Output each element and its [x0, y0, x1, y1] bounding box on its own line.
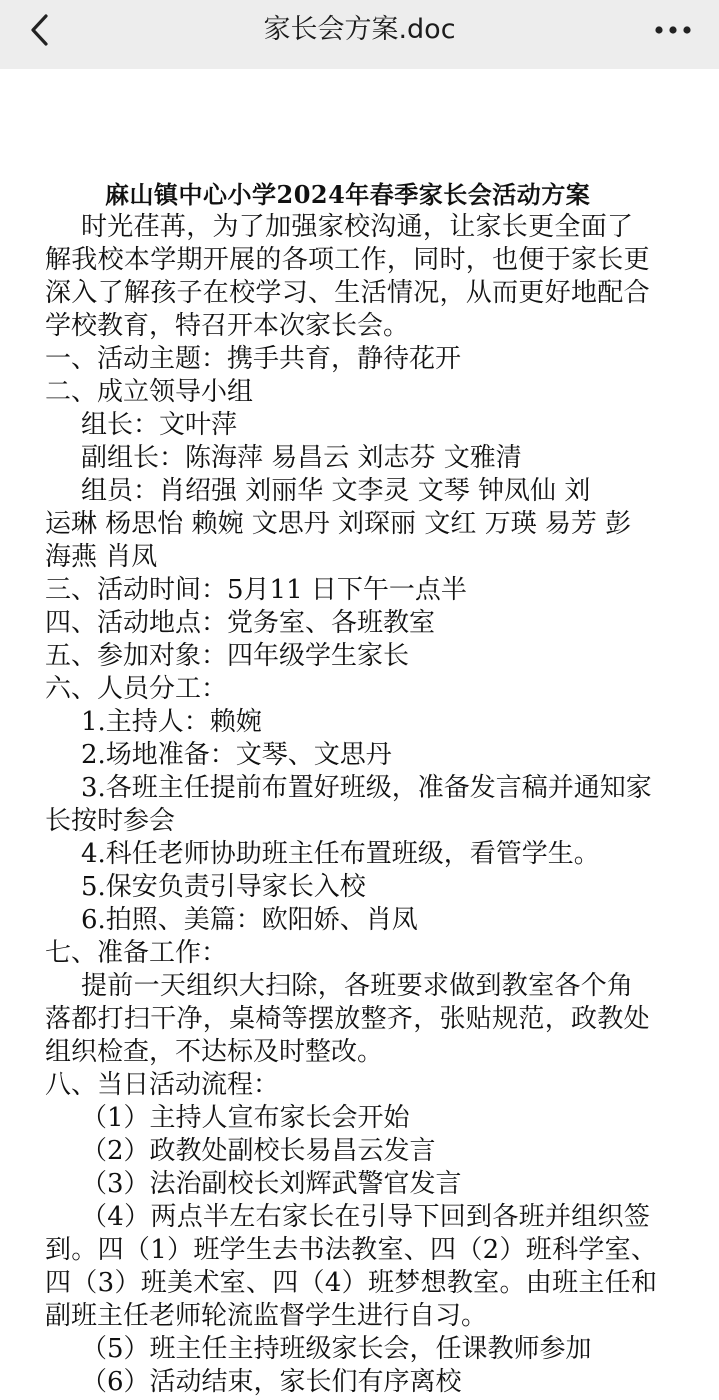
- paragraph-line: 时光荏苒，为了加强家校沟通，让家长更全面了: [81, 212, 634, 242]
- list-item: 4.科任老师协助班主任布置班级，看管学生。: [81, 839, 600, 869]
- list-item: 3.各班主任提前布置好班级，准备发言稿并通知家: [81, 773, 652, 803]
- list-item: 长按时参会: [45, 806, 176, 836]
- list-item: 副组长：陈海萍 易昌云 刘志芬 文雅清: [81, 443, 522, 473]
- list-item: （3）法治副校长刘辉武警官发言: [81, 1169, 462, 1199]
- section-heading: 七、准备工作：: [45, 938, 228, 968]
- list-item: 副班主任老师轮流监督学生进行自习。: [45, 1301, 488, 1331]
- paragraph-line: 学校教育，特召开本次家长会。: [45, 311, 410, 341]
- list-item: （6）活动结束，家长们有序离校: [81, 1367, 462, 1397]
- list-item: 运琳 杨思怡 赖婉 文思丹 刘琛丽 文红 万瑛 易芳 彭: [45, 509, 632, 539]
- list-item: （4）两点半左右家长在引导下回到各班并组织签: [81, 1202, 651, 1232]
- document-heading: 麻山镇中心小学2024年春季家长会活动方案: [105, 180, 591, 209]
- chevron-left-icon: [22, 10, 62, 50]
- more-options-button[interactable]: [651, 10, 695, 50]
- list-item: 6.拍照、美篇：欧阳娇、肖凤: [81, 905, 418, 935]
- section-heading: 二、成立领导小组: [45, 377, 254, 407]
- section-heading: 五、参加对象：四年级学生家长: [45, 641, 410, 671]
- section-heading: 八、当日活动流程：: [45, 1070, 280, 1100]
- list-item: 1.主持人：赖婉: [81, 707, 262, 737]
- list-item: 组员：肖绍强 刘丽华 文李灵 文琴 钟凤仙 刘: [81, 476, 591, 506]
- top-navigation-bar: [0, 0, 719, 69]
- document-body: [45, 178, 705, 1399]
- list-item: 四（3）班美术室、四（4）班梦想教室。由班主任和: [45, 1268, 658, 1298]
- list-item: （2）政教处副校长易昌云发言: [81, 1136, 436, 1166]
- list-item: （5）班主任主持班级家长会，任课教师参加: [81, 1334, 592, 1364]
- list-item: 5.保安负责引导家长入校: [81, 872, 366, 902]
- more-horizontal-icon: [651, 10, 695, 50]
- list-item: 2.场地准备：文琴、文思丹: [81, 740, 392, 770]
- section-heading: 四、活动地点：党务室、各班教室: [45, 608, 436, 638]
- back-button[interactable]: [22, 10, 62, 50]
- paragraph-line: 提前一天组织大扫除，各班要求做到教室各个角: [81, 971, 634, 1001]
- list-item: 组长：文叶萍: [81, 410, 238, 440]
- paragraph-line: 组织检查，不达标及时整改。: [45, 1037, 384, 1067]
- paragraph-line: 深入了解孩子在校学习、生活情况，从而更好地配合: [45, 278, 650, 308]
- paragraph-line: 落都打扫干净，桌椅等摆放整齐，张贴规范，政教处: [45, 1004, 650, 1034]
- paragraph-line: 解我校本学期开展的各项工作，同时，也便于家长更: [45, 245, 650, 275]
- list-item: 到。四（1）班学生去书法教室、四（2）班科学室、: [45, 1235, 658, 1265]
- document-title: 家长会方案.doc: [263, 14, 456, 45]
- list-item: 海燕 肖凤: [45, 542, 158, 572]
- section-heading: 三、活动时间：5月11 日下午一点半: [45, 575, 467, 605]
- section-heading: 一、活动主题：携手共育，静待花开: [45, 344, 462, 374]
- section-heading: 六、人员分工：: [45, 674, 228, 704]
- list-item: （1）主持人宣布家长会开始: [81, 1103, 410, 1133]
